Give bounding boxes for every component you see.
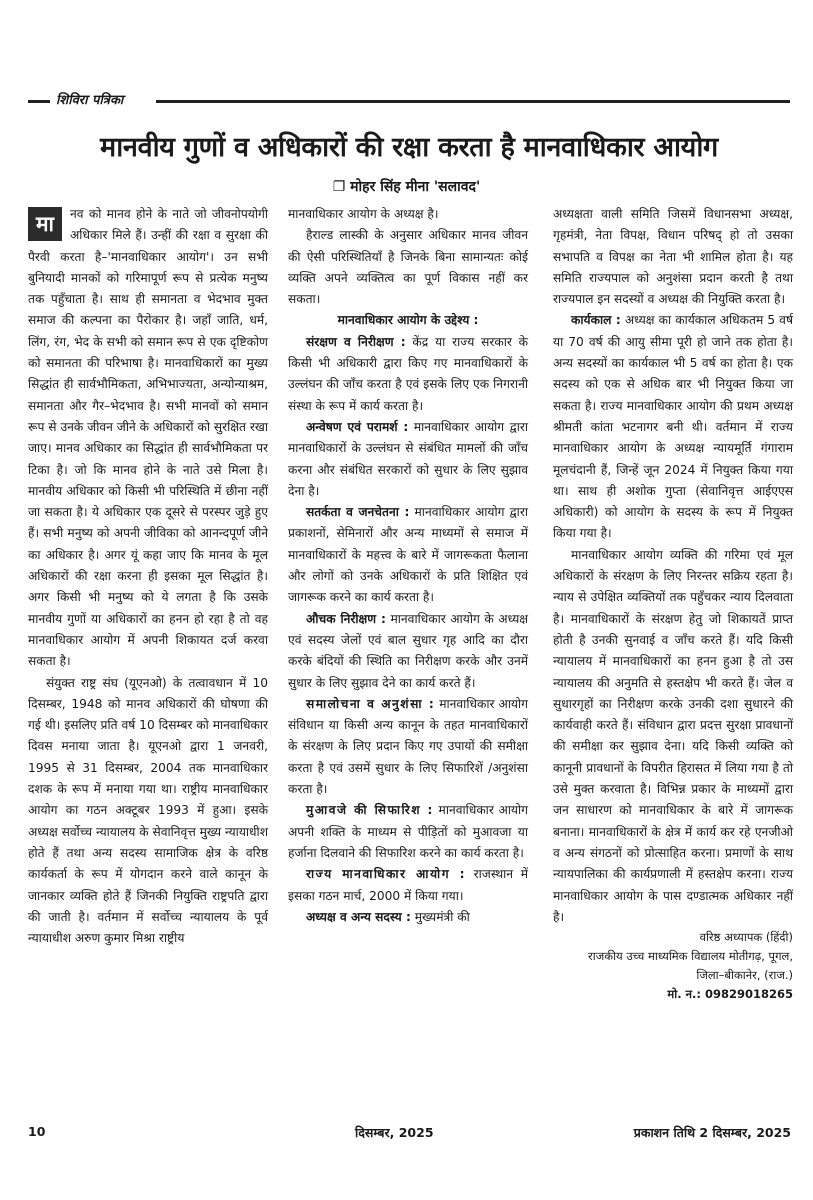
- author-info: [553, 928, 793, 1004]
- intro-text: नव को मानव होने के नाते जो जीवनोपयोगी अधिकार मिले हैं। उन्हीं की रक्षा व सुरक्षा की पैरवी करता है–'मानवाधिकार आयोग'। उन सभी बुनियादी मानकों को गरिमापूर्ण रूप से प्रत्येक मनुष्य तक पहुँचाता है। साथ ही समानता व भेदभाव मुक्त समाज की कल्पना का पैरोकार है। जहाँ जाति, धर्म, लिंग, रंग, भेद के सभी को समान रूप से एक दृष्टिकोण को समानता की परिभाषा है। मानवाधिकारों का मुख्य सिद्धांत ही सार्वभौमिकता, अभिभाज्यता, अन्योन्याश्रम, समानता और गैर–भेदभाव है। सभी मानवों को समान रूप से उनके जीवन जीने के अधिकारों को सुरक्षित रखा जाए। मानव अधिकार का सिद्धांत ही सार्वभौमिकता पर टिका है। जो कि मानव होने के नाते उसे मिला है। मानवीय अधिकार को किसी भी परिस्थिति में छीना नहीं जा सकता है। ये अधिकार एक दूसरे से परस्पर जुड़े हुए हैं। सभी मनुष्य को अपनी जीविका को आनन्दपूर्ण जीने का अधिकार है। अगर यूं कहा जाए कि मानव के मूल अधिकारों की रक्षा करना ही इसका मूल सिद्धांत है। अगर किसी भी मनुष्य को ये लगता है कि उसके मानवीय गुणों या अधिकारों का हनन हो रहा है तो वह मानवाधिकार आयोग में अपनी शिकायत दर्ज करवा सकता है।: [28, 207, 268, 669]
- objective-item: [288, 694, 528, 800]
- column-3: [553, 204, 793, 1004]
- objective-item: [288, 502, 528, 608]
- paragraph: मानवाधिकार आयोग व्यक्ति की गरिमा एवं मूल अधिकारों के संरक्षण के लिए निरन्तर सक्रिय रहता है। न्याय से उपेक्षित व्यक्तियों तक पहुँचकर न्याय दिलवाता है। मानवाधिकारों के संरक्षण हेतु जो शिकायतें प्राप्त होती है उनकी सुनवाई व जाँच करते हैं। यदि किसी न्यायालय में मानवाधिकारों का हनन हुआ है तो उस न्यायालय की अनुमति से हस्तक्षेप भी करते हैं। जेल व सुधारगृहों का निरीक्षण करके उनकी दशा सुधारने की कार्यवाही करते हैं। संविधान द्वारा प्रदत्त सुरक्षा प्रावधानों की समीक्षा कर सुझाव देना। यदि किसी व्यक्ति को कानूनी प्रावधानों के विपरीत हिरासत में लिया गया है तो उसे मुक्त करवाता है। विभिन्न प्रकार के माध्यमों द्वारा जन साधारण को मानवाधिकार के बारे में जागरूक बनाना। मानवाधिकारों के क्षेत्र में कार्य कर रहे एनजीओ व अन्य संगठनों को प्रोत्साहित करना। प्रमाणों के साथ न्यायपालिका की कार्यप्रणाली में हस्तक्षेप करना। राज्य मानवाधिकार आयोग के पास दण्डात्मक अधिकार नहीं है।: [553, 547, 793, 924]
- tenure-text: अध्यक्ष का कार्यकाल अधिकतम 5 वर्ष या 70 वर्ष की आयु सीमा पूरी हो जाने तक होता है। अन्य सदस्यों का कार्यकाल भी 5 वर्ष का होता है। एक सदस्य को एक से अधिक बार भी नियुक्त किया जा सकता है। राज्य मानवाधिकार आयोग की प्रथम अध्यक्ष श्रीमती कांता भटनागर बनी थी। वर्तमान में राज्य मानवाधिकार आयोग के अध्यक्ष न्यायमूर्ति गंगाराम मूलचंदानी हैं, जिन्हें जून 2024 में नियुक्त किया गया था। साथ ही अशोक गुप्ता (सेवानिवृत्त आईएएस अधिकारी) को आयोग के सदस्य के रूप में नियुक्त किया गया है।: [553, 313, 794, 541]
- phone-number: 09829018265: [704, 987, 793, 1002]
- author-designation: वरिष्ठ अध्यापक (हिंदी): [699, 930, 793, 945]
- byline-marker-icon: ❐: [332, 179, 346, 195]
- column-2: [288, 204, 528, 928]
- publication-date: प्रकाशन तिथि 2 दिसम्बर, 2025: [633, 1125, 791, 1140]
- objective-item: [288, 332, 528, 417]
- objective-lead: अन्वेषण एवं परामर्श :: [306, 419, 409, 434]
- objective-lead: सतर्कता व जनचेतना :: [306, 505, 410, 520]
- page-number: 10: [28, 1124, 46, 1139]
- objective-item: [288, 864, 528, 907]
- intro-paragraph: [28, 204, 268, 673]
- author-name: मोहर सिंह मीना 'सलावद': [350, 179, 481, 195]
- byline: [0, 177, 813, 196]
- objective-lead: औचक निरीक्षण :: [306, 611, 386, 626]
- column-1: [28, 204, 268, 949]
- objective-lead: अध्यक्ष व अन्य सदस्य :: [306, 909, 411, 924]
- objective-lead: राज्य मानवाधिकार आयोग :: [306, 867, 466, 882]
- phone-label: मो. न.:: [667, 987, 701, 1002]
- tenure-lead: कार्यकाल :: [571, 313, 621, 328]
- masthead-bar: [28, 92, 790, 112]
- objective-text: मानवाधिकार आयोग अपनी शक्ति के माध्यम से पीड़ितों को मुआवजा या हर्जाना दिलवाने की सिफारिश करने का कार्य करता है।: [288, 803, 529, 860]
- objective-text: केंद्र या राज्य सरकार के किसी भी अधिकारी द्वारा किए गए मानवाधिकारों के उल्लंघन की जाँच करता है एवं इसके लिए एक निगरानी संस्था के रूप में कार्य करता है।: [288, 334, 529, 413]
- objective-text: मानवाधिकार आयोग संविधान या किसी अन्य कानून के तहत मानवाधिकारों के संरक्षण के लिए प्रदान किए गए उपायों की समीक्षा करता है एवं उसमें सुधार के लिए सिफारिशें /अनुशंसा करता है।: [288, 696, 528, 797]
- objective-text: राजस्थान में इसका गठन मार्च, 2000 में किया गया।: [288, 867, 528, 903]
- objective-lead: मुआवजे की सिफारिश :: [306, 803, 434, 818]
- tenure-paragraph: [553, 310, 793, 544]
- objective-lead: संरक्षण व निरीक्षण :: [306, 334, 406, 349]
- objective-item: [288, 609, 528, 694]
- objective-lead: समालोचना व अनुशंसा :: [306, 696, 436, 711]
- objective-text: मानवाधिकार आयोग द्वारा मानवाधिकारों के उल्लंघन से संबंधित मामलों की जाँच करना और संबंधित सरकारों को सुधार के लिए सुझाव देना है।: [288, 419, 528, 498]
- objective-item: [288, 907, 528, 928]
- objective-item: [288, 417, 528, 502]
- paragraph: अध्यक्षता वाली समिति जिसमें विधानसभा अध्यक्ष, गृहमंत्री, नेता विपक्ष, विधान परिषद् हो तो उसका सभापति व विपक्ष का नेता भी शामिल होता है। यह समिति राज्यपाल को अनुशंसा प्रदान करती है तथा राज्यपाल इन सदस्यों व अध्यक्ष की नियुक्ति करता है।: [553, 207, 793, 307]
- paragraph: हैराल्ड लास्की के अनुसार अधिकार मानव जीवन की ऐसी परिस्थितियाँ है जिनके बिना सामान्यतः कोई व्यक्ति अपने व्यक्तित्व का पूर्ण विकास नहीं कर सकता।: [288, 228, 528, 307]
- paragraph: संयुक्त राष्ट्र संघ (यूएनओ) के तत्वावधान में 10 दिसम्बर, 1948 को मानव अधिकारों की घोषणा की गई थी। इसलिए प्रति वर्ष 10 दिसम्बर को मानवाधिकार दिवस मनाया जाता है। यूएनओ द्वारा 1 जनवरी, 1995 से 31 दिसम्बर, 2004 तक मानवाधिकार दशक के रूप में मनाया गया था। राष्ट्रीय मानवाधिकार आयोग का गठन अक्टूबर 1993 में हुआ। इसके अध्यक्ष सर्वोच्च न्यायालय के सेवानिवृत्त मुख्य न्यायाधीश होते हैं तथा अन्य सदस्य सामाजिक क्षेत्र के वरिष्ठ कार्यकर्ता के रूप में योगदान करने वाले कानून के जानकार व्यक्ति होते हैं जिनकी नियुक्ति राष्ट्रपति द्वारा की जाती है। वर्तमान में सर्वोच्च न्यायालय के पूर्व न्यायाधीश अरुण कुमार मिश्रा राष्ट्रीय: [28, 675, 268, 946]
- author-phone: [553, 985, 793, 1004]
- objective-text: मुख्यमंत्री की: [414, 909, 470, 924]
- masthead-rule-left: [28, 100, 50, 103]
- author-district: जिला–बीकानेर, (राज.): [696, 968, 793, 983]
- drop-cap: मा: [28, 207, 62, 241]
- issue-date: दिसम्बर, 2025: [355, 1125, 434, 1140]
- article-title: मानवीय गुणों व अधिकारों की रक्षा करता है मानवाधिकार आयोग: [100, 132, 718, 163]
- masthead: शिविरा पत्रिका: [56, 93, 124, 108]
- paragraph: मानवाधिकार आयोग के अध्यक्ष है।: [288, 207, 439, 221]
- objective-text: मानवाधिकार आयोग द्वारा प्रकाशनों, सेमिनारों और अन्य माध्यमों से समाज में मानवाधिकारों के महत्त्व के बारे में जागरूकता फैलाना और लोगों को उनके अधिकारों के प्रति शिक्षित एवं जागरूक करने का कार्य करता है।: [288, 505, 528, 605]
- section-heading: मानवाधिकार आयोग के उद्देश्य :: [337, 313, 479, 328]
- masthead-rule-right: [156, 100, 790, 103]
- author-school: राजकीय उच्च माध्यमिक विद्यालय मोतीगढ़, पूगल,: [588, 949, 793, 964]
- objective-text: मानवाधिकार आयोग के अध्यक्ष एवं सदस्य जेलों एवं बाल सुधार गृह आदि का दौरा करके बंदियों की स्थिति का निरीक्षण करके और उनमें सुधार के लिए सुझाव देने का कार्य करते हैं।: [288, 611, 528, 690]
- objective-item: [288, 800, 528, 864]
